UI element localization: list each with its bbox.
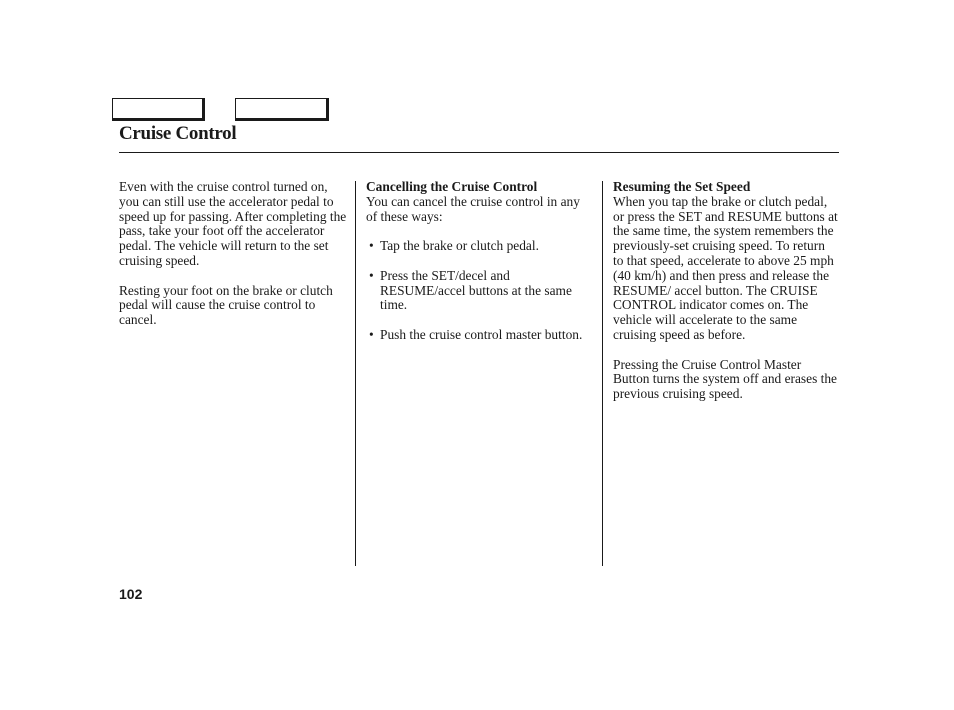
nav-tab-box-index[interactable] [235, 98, 329, 121]
column-cancelling [366, 180, 591, 358]
nav-tab-box-main-menu[interactable] [112, 98, 205, 121]
section-heading: Cancelling the Cruise Control [366, 179, 538, 194]
bullet-icon: • [369, 267, 374, 283]
section-heading: Resuming the Set Speed [613, 179, 751, 194]
cancel-methods-list [366, 239, 591, 343]
column-passing-info [119, 180, 349, 343]
list-item: • Tap the brake or clutch pedal. [369, 238, 539, 254]
paragraph: You can cancel the cruise control in any of these ways: [366, 193, 580, 224]
list-item: • Press the SET/decel and RESUME/accel buttons at the same time. [369, 267, 572, 313]
column-divider-2 [602, 181, 603, 566]
paragraph: When you tap the brake or clutch pedal, or press the SET and RESUME buttons at the same time, the system remembers the previously-set cruising speed. To return to that speed, accelerate to above 25 mph (40 km/h) and then press and release the RESUME/ accel button. The CRUISE CONTROL indicator comes on. The vehicle will accelerate to the same cruising speed as before. [613, 193, 838, 342]
paragraph: Even with the cruise control turned on, you can still use the accelerator pedal to speed up for passing. After completing the pass, take your foot off the accelerator pedal. The vehicle will return to the set cruising speed. [119, 179, 347, 268]
paragraph: Resting your foot on the brake or clutch pedal will cause the cruise control to cancel. [119, 282, 333, 328]
bullet-icon: • [369, 326, 374, 342]
paragraph: Pressing the Cruise Control Master Button turns the system off and erases the previous cruising speed. [613, 356, 838, 402]
bullet-icon: • [369, 238, 374, 254]
page-title: Cruise Control [119, 123, 237, 144]
page-number: 102 [119, 586, 143, 602]
column-resuming [613, 180, 838, 417]
title-divider [119, 152, 839, 153]
column-divider-1 [355, 181, 356, 566]
list-item: • Push the cruise control master button. [369, 326, 583, 342]
